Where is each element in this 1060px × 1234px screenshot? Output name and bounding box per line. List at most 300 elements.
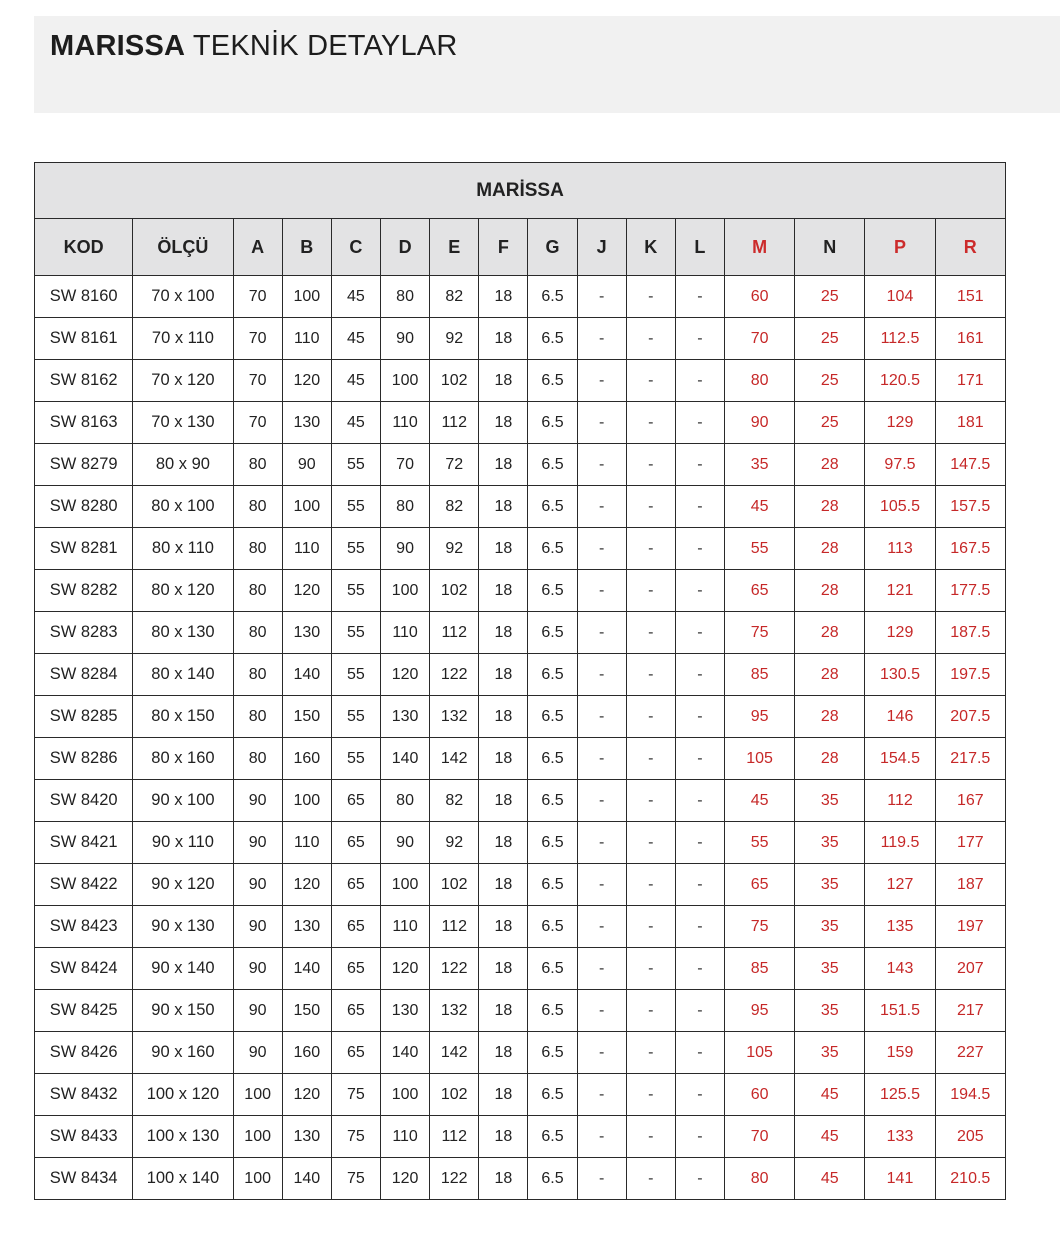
cell-d: 100 bbox=[381, 1074, 430, 1116]
cell-j: - bbox=[577, 864, 626, 906]
cell-olcu: 80 x 160 bbox=[133, 738, 233, 780]
cell-a: 80 bbox=[233, 738, 282, 780]
column-header-l: L bbox=[675, 219, 724, 276]
cell-p: 133 bbox=[865, 1116, 935, 1158]
cell-b: 150 bbox=[282, 696, 331, 738]
cell-g: 6.5 bbox=[528, 276, 577, 318]
cell-r: 207 bbox=[935, 948, 1005, 990]
cell-c: 65 bbox=[331, 990, 380, 1032]
cell-kod: SW 8422 bbox=[35, 864, 133, 906]
column-header-d: D bbox=[381, 219, 430, 276]
cell-r: 197 bbox=[935, 906, 1005, 948]
column-header-g: G bbox=[528, 219, 577, 276]
cell-n: 45 bbox=[795, 1158, 865, 1200]
cell-r: 187.5 bbox=[935, 612, 1005, 654]
cell-e: 92 bbox=[430, 318, 479, 360]
cell-d: 130 bbox=[381, 696, 430, 738]
page-title bbox=[50, 30, 457, 63]
cell-p: 129 bbox=[865, 402, 935, 444]
cell-m: 45 bbox=[724, 486, 794, 528]
table-row bbox=[35, 906, 1006, 948]
cell-p: 159 bbox=[865, 1032, 935, 1074]
cell-c: 55 bbox=[331, 738, 380, 780]
cell-g: 6.5 bbox=[528, 1116, 577, 1158]
cell-l: - bbox=[675, 780, 724, 822]
cell-k: - bbox=[626, 948, 675, 990]
cell-b: 100 bbox=[282, 780, 331, 822]
cell-l: - bbox=[675, 1032, 724, 1074]
cell-r: 167 bbox=[935, 780, 1005, 822]
cell-olcu: 70 x 130 bbox=[133, 402, 233, 444]
cell-n: 35 bbox=[795, 822, 865, 864]
cell-b: 120 bbox=[282, 1074, 331, 1116]
cell-k: - bbox=[626, 654, 675, 696]
cell-p: 129 bbox=[865, 612, 935, 654]
table-row bbox=[35, 1116, 1006, 1158]
column-header-m: M bbox=[724, 219, 794, 276]
cell-j: - bbox=[577, 360, 626, 402]
cell-p: 151.5 bbox=[865, 990, 935, 1032]
column-header-e: E bbox=[430, 219, 479, 276]
cell-l: - bbox=[675, 990, 724, 1032]
table-row bbox=[35, 1074, 1006, 1116]
cell-l: - bbox=[675, 906, 724, 948]
cell-p: 113 bbox=[865, 528, 935, 570]
cell-e: 142 bbox=[430, 738, 479, 780]
cell-c: 65 bbox=[331, 906, 380, 948]
cell-j: - bbox=[577, 444, 626, 486]
cell-k: - bbox=[626, 528, 675, 570]
column-header-k: K bbox=[626, 219, 675, 276]
cell-a: 90 bbox=[233, 906, 282, 948]
cell-d: 120 bbox=[381, 654, 430, 696]
cell-c: 55 bbox=[331, 696, 380, 738]
cell-n: 25 bbox=[795, 402, 865, 444]
cell-k: - bbox=[626, 822, 675, 864]
cell-j: - bbox=[577, 780, 626, 822]
cell-f: 18 bbox=[479, 612, 528, 654]
table-row bbox=[35, 612, 1006, 654]
cell-n: 25 bbox=[795, 360, 865, 402]
cell-b: 120 bbox=[282, 864, 331, 906]
cell-m: 85 bbox=[724, 948, 794, 990]
cell-n: 28 bbox=[795, 612, 865, 654]
cell-b: 110 bbox=[282, 822, 331, 864]
cell-d: 120 bbox=[381, 948, 430, 990]
cell-l: - bbox=[675, 1074, 724, 1116]
cell-kod: SW 8162 bbox=[35, 360, 133, 402]
cell-r: 187 bbox=[935, 864, 1005, 906]
cell-g: 6.5 bbox=[528, 486, 577, 528]
cell-c: 65 bbox=[331, 864, 380, 906]
cell-g: 6.5 bbox=[528, 528, 577, 570]
cell-m: 35 bbox=[724, 444, 794, 486]
cell-c: 45 bbox=[331, 276, 380, 318]
cell-g: 6.5 bbox=[528, 360, 577, 402]
cell-c: 55 bbox=[331, 486, 380, 528]
cell-a: 80 bbox=[233, 528, 282, 570]
cell-k: - bbox=[626, 444, 675, 486]
cell-f: 18 bbox=[479, 864, 528, 906]
cell-f: 18 bbox=[479, 654, 528, 696]
cell-b: 160 bbox=[282, 738, 331, 780]
cell-p: 146 bbox=[865, 696, 935, 738]
cell-g: 6.5 bbox=[528, 612, 577, 654]
cell-m: 55 bbox=[724, 822, 794, 864]
cell-e: 92 bbox=[430, 822, 479, 864]
page-title-product: MARISSA bbox=[50, 30, 186, 62]
cell-b: 140 bbox=[282, 654, 331, 696]
cell-l: - bbox=[675, 486, 724, 528]
cell-c: 75 bbox=[331, 1158, 380, 1200]
cell-l: - bbox=[675, 360, 724, 402]
cell-olcu: 90 x 140 bbox=[133, 948, 233, 990]
cell-m: 80 bbox=[724, 360, 794, 402]
cell-olcu: 80 x 90 bbox=[133, 444, 233, 486]
cell-n: 28 bbox=[795, 738, 865, 780]
cell-j: - bbox=[577, 276, 626, 318]
cell-m: 70 bbox=[724, 318, 794, 360]
cell-k: - bbox=[626, 1116, 675, 1158]
cell-l: - bbox=[675, 612, 724, 654]
cell-olcu: 70 x 120 bbox=[133, 360, 233, 402]
cell-olcu: 90 x 110 bbox=[133, 822, 233, 864]
cell-j: - bbox=[577, 318, 626, 360]
cell-c: 45 bbox=[331, 360, 380, 402]
cell-f: 18 bbox=[479, 822, 528, 864]
cell-kod: SW 8434 bbox=[35, 1158, 133, 1200]
cell-kod: SW 8286 bbox=[35, 738, 133, 780]
cell-d: 100 bbox=[381, 570, 430, 612]
cell-j: - bbox=[577, 528, 626, 570]
cell-kod: SW 8161 bbox=[35, 318, 133, 360]
cell-j: - bbox=[577, 1032, 626, 1074]
cell-m: 55 bbox=[724, 528, 794, 570]
cell-b: 100 bbox=[282, 486, 331, 528]
cell-n: 28 bbox=[795, 696, 865, 738]
column-header-a: A bbox=[233, 219, 282, 276]
cell-p: 105.5 bbox=[865, 486, 935, 528]
cell-l: - bbox=[675, 318, 724, 360]
spec-table bbox=[34, 162, 1006, 1200]
cell-l: - bbox=[675, 948, 724, 990]
cell-c: 65 bbox=[331, 948, 380, 990]
cell-l: - bbox=[675, 738, 724, 780]
column-header-kod: KOD bbox=[35, 219, 133, 276]
cell-a: 70 bbox=[233, 360, 282, 402]
cell-f: 18 bbox=[479, 528, 528, 570]
cell-a: 100 bbox=[233, 1116, 282, 1158]
cell-c: 55 bbox=[331, 570, 380, 612]
cell-p: 141 bbox=[865, 1158, 935, 1200]
cell-f: 18 bbox=[479, 444, 528, 486]
cell-b: 120 bbox=[282, 570, 331, 612]
cell-m: 80 bbox=[724, 1158, 794, 1200]
cell-f: 18 bbox=[479, 402, 528, 444]
cell-r: 197.5 bbox=[935, 654, 1005, 696]
cell-olcu: 80 x 120 bbox=[133, 570, 233, 612]
cell-a: 90 bbox=[233, 780, 282, 822]
cell-n: 28 bbox=[795, 654, 865, 696]
cell-c: 55 bbox=[331, 654, 380, 696]
cell-j: - bbox=[577, 948, 626, 990]
cell-j: - bbox=[577, 990, 626, 1032]
cell-l: - bbox=[675, 864, 724, 906]
cell-olcu: 80 x 150 bbox=[133, 696, 233, 738]
cell-f: 18 bbox=[479, 276, 528, 318]
cell-n: 35 bbox=[795, 780, 865, 822]
cell-d: 110 bbox=[381, 1116, 430, 1158]
cell-k: - bbox=[626, 1074, 675, 1116]
cell-c: 65 bbox=[331, 1032, 380, 1074]
table-caption: MARİSSA bbox=[35, 163, 1006, 219]
cell-r: 207.5 bbox=[935, 696, 1005, 738]
cell-f: 18 bbox=[479, 696, 528, 738]
cell-m: 95 bbox=[724, 696, 794, 738]
table-row bbox=[35, 780, 1006, 822]
cell-r: 217.5 bbox=[935, 738, 1005, 780]
cell-k: - bbox=[626, 276, 675, 318]
cell-m: 45 bbox=[724, 780, 794, 822]
column-header-r: R bbox=[935, 219, 1005, 276]
cell-r: 147.5 bbox=[935, 444, 1005, 486]
cell-b: 130 bbox=[282, 612, 331, 654]
cell-n: 35 bbox=[795, 948, 865, 990]
cell-n: 28 bbox=[795, 528, 865, 570]
cell-a: 80 bbox=[233, 444, 282, 486]
cell-g: 6.5 bbox=[528, 948, 577, 990]
cell-c: 45 bbox=[331, 318, 380, 360]
table-row bbox=[35, 1032, 1006, 1074]
cell-m: 60 bbox=[724, 1074, 794, 1116]
cell-l: - bbox=[675, 654, 724, 696]
cell-kod: SW 8279 bbox=[35, 444, 133, 486]
cell-f: 18 bbox=[479, 1074, 528, 1116]
table-row bbox=[35, 696, 1006, 738]
cell-m: 65 bbox=[724, 864, 794, 906]
cell-olcu: 90 x 100 bbox=[133, 780, 233, 822]
cell-n: 28 bbox=[795, 570, 865, 612]
cell-l: - bbox=[675, 402, 724, 444]
cell-j: - bbox=[577, 486, 626, 528]
cell-e: 82 bbox=[430, 486, 479, 528]
cell-r: 171 bbox=[935, 360, 1005, 402]
cell-p: 120.5 bbox=[865, 360, 935, 402]
cell-p: 119.5 bbox=[865, 822, 935, 864]
cell-olcu: 80 x 130 bbox=[133, 612, 233, 654]
column-header-n: N bbox=[795, 219, 865, 276]
cell-c: 45 bbox=[331, 402, 380, 444]
cell-l: - bbox=[675, 276, 724, 318]
cell-m: 75 bbox=[724, 906, 794, 948]
cell-b: 130 bbox=[282, 402, 331, 444]
cell-r: 181 bbox=[935, 402, 1005, 444]
cell-g: 6.5 bbox=[528, 822, 577, 864]
cell-k: - bbox=[626, 612, 675, 654]
cell-j: - bbox=[577, 738, 626, 780]
cell-e: 112 bbox=[430, 906, 479, 948]
cell-j: - bbox=[577, 1116, 626, 1158]
cell-kod: SW 8282 bbox=[35, 570, 133, 612]
cell-g: 6.5 bbox=[528, 1074, 577, 1116]
cell-olcu: 90 x 120 bbox=[133, 864, 233, 906]
table-row bbox=[35, 402, 1006, 444]
cell-a: 80 bbox=[233, 612, 282, 654]
cell-b: 150 bbox=[282, 990, 331, 1032]
cell-b: 90 bbox=[282, 444, 331, 486]
cell-m: 65 bbox=[724, 570, 794, 612]
cell-n: 35 bbox=[795, 864, 865, 906]
cell-f: 18 bbox=[479, 738, 528, 780]
cell-g: 6.5 bbox=[528, 780, 577, 822]
cell-a: 100 bbox=[233, 1074, 282, 1116]
cell-e: 102 bbox=[430, 360, 479, 402]
cell-k: - bbox=[626, 402, 675, 444]
cell-g: 6.5 bbox=[528, 864, 577, 906]
cell-e: 102 bbox=[430, 570, 479, 612]
cell-b: 110 bbox=[282, 528, 331, 570]
cell-f: 18 bbox=[479, 780, 528, 822]
cell-d: 110 bbox=[381, 612, 430, 654]
column-header-j: J bbox=[577, 219, 626, 276]
cell-m: 75 bbox=[724, 612, 794, 654]
cell-a: 90 bbox=[233, 1032, 282, 1074]
cell-g: 6.5 bbox=[528, 318, 577, 360]
column-header-b: B bbox=[282, 219, 331, 276]
cell-d: 140 bbox=[381, 738, 430, 780]
cell-e: 122 bbox=[430, 1158, 479, 1200]
cell-p: 112.5 bbox=[865, 318, 935, 360]
cell-b: 140 bbox=[282, 1158, 331, 1200]
cell-kod: SW 8420 bbox=[35, 780, 133, 822]
cell-f: 18 bbox=[479, 1158, 528, 1200]
cell-a: 70 bbox=[233, 318, 282, 360]
cell-p: 135 bbox=[865, 906, 935, 948]
cell-f: 18 bbox=[479, 318, 528, 360]
cell-olcu: 70 x 110 bbox=[133, 318, 233, 360]
cell-e: 82 bbox=[430, 780, 479, 822]
cell-j: - bbox=[577, 1074, 626, 1116]
cell-f: 18 bbox=[479, 948, 528, 990]
cell-g: 6.5 bbox=[528, 654, 577, 696]
table-row bbox=[35, 360, 1006, 402]
cell-c: 65 bbox=[331, 822, 380, 864]
cell-e: 102 bbox=[430, 864, 479, 906]
cell-a: 90 bbox=[233, 864, 282, 906]
cell-c: 55 bbox=[331, 528, 380, 570]
cell-kod: SW 8426 bbox=[35, 1032, 133, 1074]
cell-e: 82 bbox=[430, 276, 479, 318]
cell-j: - bbox=[577, 696, 626, 738]
cell-kod: SW 8424 bbox=[35, 948, 133, 990]
cell-k: - bbox=[626, 486, 675, 528]
cell-e: 142 bbox=[430, 1032, 479, 1074]
table-row bbox=[35, 444, 1006, 486]
column-header-f: F bbox=[479, 219, 528, 276]
cell-d: 100 bbox=[381, 864, 430, 906]
cell-n: 45 bbox=[795, 1116, 865, 1158]
cell-r: 177 bbox=[935, 822, 1005, 864]
cell-r: 194.5 bbox=[935, 1074, 1005, 1116]
table-row bbox=[35, 276, 1006, 318]
cell-j: - bbox=[577, 654, 626, 696]
cell-l: - bbox=[675, 444, 724, 486]
cell-olcu: 100 x 120 bbox=[133, 1074, 233, 1116]
cell-g: 6.5 bbox=[528, 1158, 577, 1200]
cell-f: 18 bbox=[479, 1032, 528, 1074]
cell-g: 6.5 bbox=[528, 906, 577, 948]
cell-m: 95 bbox=[724, 990, 794, 1032]
cell-kod: SW 8432 bbox=[35, 1074, 133, 1116]
cell-l: - bbox=[675, 528, 724, 570]
cell-n: 35 bbox=[795, 990, 865, 1032]
cell-olcu: 90 x 160 bbox=[133, 1032, 233, 1074]
table-row bbox=[35, 948, 1006, 990]
cell-n: 28 bbox=[795, 486, 865, 528]
cell-e: 102 bbox=[430, 1074, 479, 1116]
cell-r: 227 bbox=[935, 1032, 1005, 1074]
cell-a: 90 bbox=[233, 822, 282, 864]
cell-a: 80 bbox=[233, 486, 282, 528]
cell-n: 25 bbox=[795, 276, 865, 318]
cell-m: 90 bbox=[724, 402, 794, 444]
table-row bbox=[35, 654, 1006, 696]
cell-f: 18 bbox=[479, 906, 528, 948]
cell-g: 6.5 bbox=[528, 444, 577, 486]
cell-n: 35 bbox=[795, 906, 865, 948]
cell-k: - bbox=[626, 738, 675, 780]
table-row bbox=[35, 486, 1006, 528]
cell-j: - bbox=[577, 1158, 626, 1200]
table-row bbox=[35, 822, 1006, 864]
cell-l: - bbox=[675, 696, 724, 738]
cell-olcu: 70 x 100 bbox=[133, 276, 233, 318]
cell-a: 80 bbox=[233, 696, 282, 738]
cell-kod: SW 8284 bbox=[35, 654, 133, 696]
cell-d: 90 bbox=[381, 318, 430, 360]
cell-k: - bbox=[626, 906, 675, 948]
cell-g: 6.5 bbox=[528, 1032, 577, 1074]
cell-e: 72 bbox=[430, 444, 479, 486]
cell-j: - bbox=[577, 822, 626, 864]
cell-j: - bbox=[577, 906, 626, 948]
cell-d: 140 bbox=[381, 1032, 430, 1074]
cell-k: - bbox=[626, 780, 675, 822]
cell-p: 104 bbox=[865, 276, 935, 318]
cell-b: 140 bbox=[282, 948, 331, 990]
cell-kod: SW 8421 bbox=[35, 822, 133, 864]
cell-kod: SW 8160 bbox=[35, 276, 133, 318]
cell-kod: SW 8425 bbox=[35, 990, 133, 1032]
cell-r: 210.5 bbox=[935, 1158, 1005, 1200]
cell-k: - bbox=[626, 696, 675, 738]
column-header-ölçü: ÖLÇÜ bbox=[133, 219, 233, 276]
cell-b: 120 bbox=[282, 360, 331, 402]
table-row bbox=[35, 528, 1006, 570]
cell-r: 161 bbox=[935, 318, 1005, 360]
cell-p: 143 bbox=[865, 948, 935, 990]
cell-k: - bbox=[626, 1032, 675, 1074]
cell-e: 122 bbox=[430, 654, 479, 696]
cell-kod: SW 8280 bbox=[35, 486, 133, 528]
cell-r: 217 bbox=[935, 990, 1005, 1032]
cell-kod: SW 8285 bbox=[35, 696, 133, 738]
cell-p: 154.5 bbox=[865, 738, 935, 780]
cell-k: - bbox=[626, 570, 675, 612]
cell-a: 90 bbox=[233, 948, 282, 990]
cell-k: - bbox=[626, 1158, 675, 1200]
cell-c: 75 bbox=[331, 1116, 380, 1158]
